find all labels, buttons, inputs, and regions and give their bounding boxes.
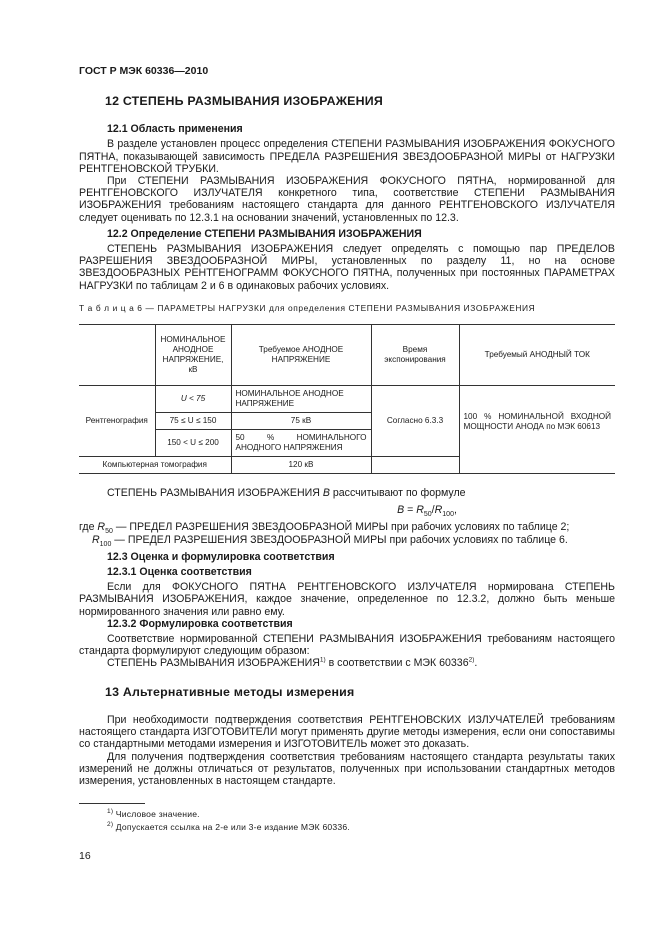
footnote-1: $^{1)}$ Числовое значение. (107, 808, 200, 820)
section-12-3-1-paragraph: Если для ФОКУСНОГО ПЯТНА РЕНТГЕНОВСКОГО ИЗЛУЧАТЕЛЯ нормирована СТЕПЕНЬ РАЗМЫВАНИЯ ИЗОБРАЖЕНИЯ, каждое значение, определенное по 12.3.2, должно быть меньше нормированного значения или равно ему. (79, 581, 615, 618)
section-12-3-2-paragraph: Соответствие нормированной СТЕПЕНИ РАЗМЫВАНИЯ ИЗОБРАЖЕНИЯ требованиям настоящего стандарта формулируют следующим образом: (79, 633, 615, 658)
cell-voltage-range: 150 < U ≤ 200 (155, 430, 231, 457)
header-nominal-voltage: НОМИНАЛЬНОЕ АНОДНОЕ НАПРЯЖЕНИЕ, кВ (155, 325, 231, 386)
section-12-1-title: 12.1 Область применения (107, 123, 243, 136)
section-12-2-paragraph: СТЕПЕНЬ РАЗМЫВАНИЯ ИЗОБРАЖЕНИЯ следует определять с помощью пар ПРЕДЕЛОВ РАЗРЕШЕНИЯ ЗВЕЗДООБРАЗНОЙ МИРЫ, установленных по разделу 11, но на основе ЗВЕЗДООБРАЗНЫХ РЕНТГЕНОГРАММ ФОКУСНОГО ПЯТНА, полученных при постоянных ПАРАМЕТРАХ НАГРУЗКИ по таблицам 2 и 6 в одинаковых рабочих условиях. (79, 243, 615, 292)
section-12-2-title: 12.2 Определение СТЕПЕНИ РАЗМЫВАНИЯ ИЗОБРАЖЕНИЯ (107, 227, 422, 240)
section-12-title: 12 СТЕПЕНЬ РАЗМЫВАНИЯ ИЗОБРАЖЕНИЯ (105, 94, 383, 108)
section-12-3-title: 12.3 Оценка и формулировка соответствия (107, 550, 335, 563)
formula-intro: СТЕПЕНЬ РАЗМЫВАНИЯ ИЗОБРАЖЕНИЯ B рассчитывают по формуле (107, 487, 466, 500)
formula: $B = R_{50}/R_{100}$, (397, 504, 457, 519)
cell-required-voltage: 50 % НОМИНАЛЬНОГО АНОДНОГО НАПРЯЖЕНИЯ (231, 430, 371, 457)
section-13-paragraph-1: При необходимости подтверждения соответствия РЕНТГЕНОВСКИХ ИЗЛУЧАТЕЛЕЙ требованиям настоящего стандарта ИЗГОТОВИТЕЛИ могут применять другие методы измерения, если они сопоставимы со стандартными методами измерения и ИЗГОТОВИТЕЛЬ может это доказать. (79, 713, 615, 751)
cell-ct: Компьютерная томография (79, 457, 231, 474)
cell-ct-exposure-empty (371, 457, 459, 474)
cell-voltage-range: 75 ≤ U ≤ 150 (155, 413, 231, 430)
formula-where-1: где $R_{50}$ — ПРЕДЕЛ РАЗРЕШЕНИЯ ЗВЕЗДООБРАЗНОЙ МИРЫ при рабочих условиях по таблице 2; (79, 521, 570, 536)
conformance-statement: СТЕПЕНЬ РАЗМЫВАНИЯ ИЗОБРАЖЕНИЯ$^{1)}$ в соответствии с МЭК 60336$^{2)}$. (107, 656, 478, 670)
section-12-3-2-title: 12.3.2 Формулировка соответствия (107, 617, 293, 630)
cell-radiography: Рентгенография (79, 386, 155, 457)
table-header-row (79, 325, 615, 386)
section-13-title: 13 Альтернативные методы измерения (105, 684, 355, 699)
page-number: 16 (79, 850, 91, 862)
header-required-voltage: Требуемое АНОДНОЕ НАПРЯЖЕНИЕ (231, 325, 371, 386)
document-header: ГОСТ Р МЭК 60336—2010 (79, 65, 209, 77)
table-6-caption: Т а б л и ц а 6 — ПАРАМЕТРЫ НАГРУЗКИ для определения СТЕПЕНИ РАЗМЫВАНИЯ ИЗОБРАЖЕНИЯ (79, 302, 536, 313)
footnote-divider (79, 803, 145, 804)
cell-exposure-value: Согласно 6.3.3 (371, 386, 459, 457)
table-6 (79, 324, 615, 474)
section-13-paragraph-2: Для получения подтверждения соответствия требованиям настоящего стандарта результаты таких измерений не должны отличаться от результатов, полученных при использовании стандартных методов измерения, установленных в настоящем стандарте. (79, 750, 615, 787)
section-12-1-paragraph-1: В разделе установлен процесс определения СТЕПЕНИ РАЗМЫВАНИЯ ИЗОБРАЖЕНИЯ ФОКУСНОГО ПЯТНА, показывающей зависимость ПРЕДЕЛА РАЗРЕШЕНИЯ ЗВЕЗДООБРАЗНОЙ МИРЫ от НАГРУЗКИ РЕНТГЕНОВСКОЙ ТРУБКИ. (79, 138, 615, 175)
header-required-current: Требуемый АНОДНЫЙ ТОК (459, 325, 615, 386)
cell-required-voltage: НОМИНАЛЬНОЕ АНОДНОЕ НАПРЯЖЕНИЕ (231, 386, 371, 413)
cell-required-voltage: 75 кВ (231, 413, 371, 430)
page-content (79, 95, 615, 835)
cell-voltage-range: U < 75 (155, 386, 231, 413)
formula-where-2: $R_{100}$ — ПРЕДЕЛ РАЗРЕШЕНИЯ ЗВЕЗДООБРАЗНОЙ МИРЫ при рабочих условиях по таблице 6. (92, 533, 568, 548)
cell-ct-voltage: 120 кВ (231, 457, 371, 474)
cell-current-value: 100 % НОМИНАЛЬНОЙ ВХОДНОЙ МОЩНОСТИ АНОДА по МЭК 60613 (459, 386, 615, 474)
table-row (79, 386, 615, 413)
header-exposure-time: Время экспонирования (371, 325, 459, 386)
footnote-2: $^{2)}$ Допускается ссылка на 2-е или 3-е издание МЭК 60336. (107, 821, 350, 833)
section-12-1-paragraph-2: При СТЕПЕНИ РАЗМЫВАНИЯ ИЗОБРАЖЕНИЯ ФОКУСНОГО ПЯТНА, нормированной для РЕНТГЕНОВСКОГО ИЗЛУЧАТЕЛЯ конкретного типа, соответствие СТЕПЕНИ РАЗМЫВАНИЯ ИЗОБРАЖЕНИЯ требованиям настоящего стандарта для данного РЕНТГЕНОВСКОГО ИЗЛУЧАТЕЛЯ следует оценивать по 12.3.1 на основании значений, установленных по 12.3. (79, 175, 615, 224)
section-12-3-1-title: 12.3.1 Оценка соответствия (107, 566, 252, 579)
